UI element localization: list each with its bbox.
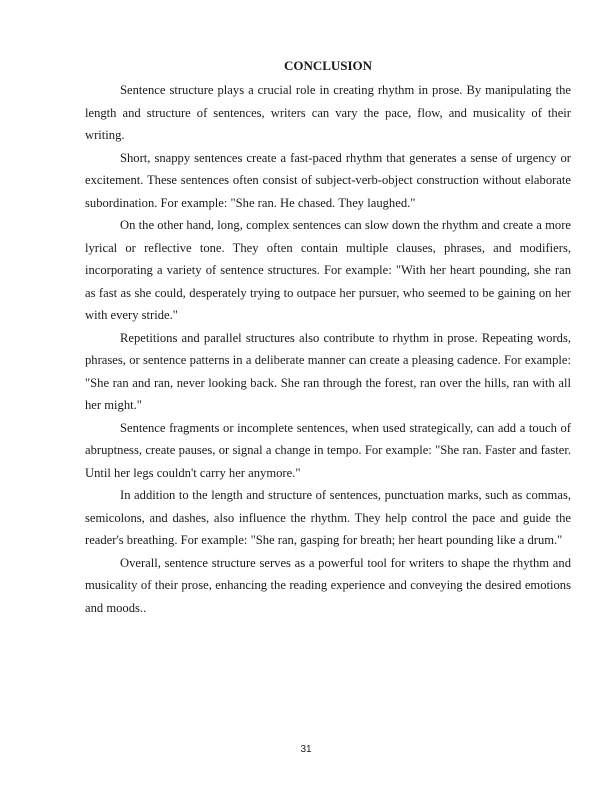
document-page — [85, 56, 571, 619]
paragraph-repetitions: Repetitions and parallel structures also contribute to rhythm in prose. Repeating words, phrases, or sentence patterns in a deliberate manner can create a pleasing cadence. For example: "She ran and ran, never looking back. She ran through the forest, ran over the hills, ran with all her might." — [85, 330, 571, 412]
paragraph-overall: Overall, sentence structure serves as a powerful tool for writers to shape the rhythm and musicality of their prose, enhancing the reading experience and conveying the desired emotions and moods.. — [85, 555, 571, 615]
page-number: 31 — [300, 744, 312, 755]
paragraph-fragments: Sentence fragments or incomplete sentences, when used strategically, can add a touch of abruptness, create pauses, or signal a change in tempo. For example: "She ran. Faster and faster. Until her legs couldn't carry her anymore." — [85, 420, 571, 480]
section-title: CONCLUSION — [283, 58, 373, 73]
paragraph-short-sentences: Short, snappy sentences create a fast-paced rhythm that generates a sense of urgency or excitement. These sentences often consist of subject-verb-object construction without elaborate subordination. For example: "She ran. He chased. They laughed." — [85, 150, 571, 210]
paragraph-punctuation: In addition to the length and structure of sentences, punctuation marks, such as commas, semicolons, and dashes, also influence the rhythm. They help control the pace and guide the reader's breathing. For example: "She ran, gasping for breath; her heart pounding like a drum." — [85, 488, 571, 547]
paragraph-intro: Sentence structure plays a crucial role in creating rhythm in prose. By manipulating the length and structure of sentences, writers can vary the pace, flow, and musicality of their writing. — [85, 83, 571, 142]
paragraph-long-sentences: On the other hand, long, complex sentences can slow down the rhythm and create a more lyrical or reflective tone. They often contain multiple clauses, phrases, and modifiers, incorporating a variety of sentence structures. For example: "With her heart pounding, she ran as fast as she could, desperately trying to outpace her pursuer, who seemed to be gaining on her with every stride." — [85, 218, 571, 322]
